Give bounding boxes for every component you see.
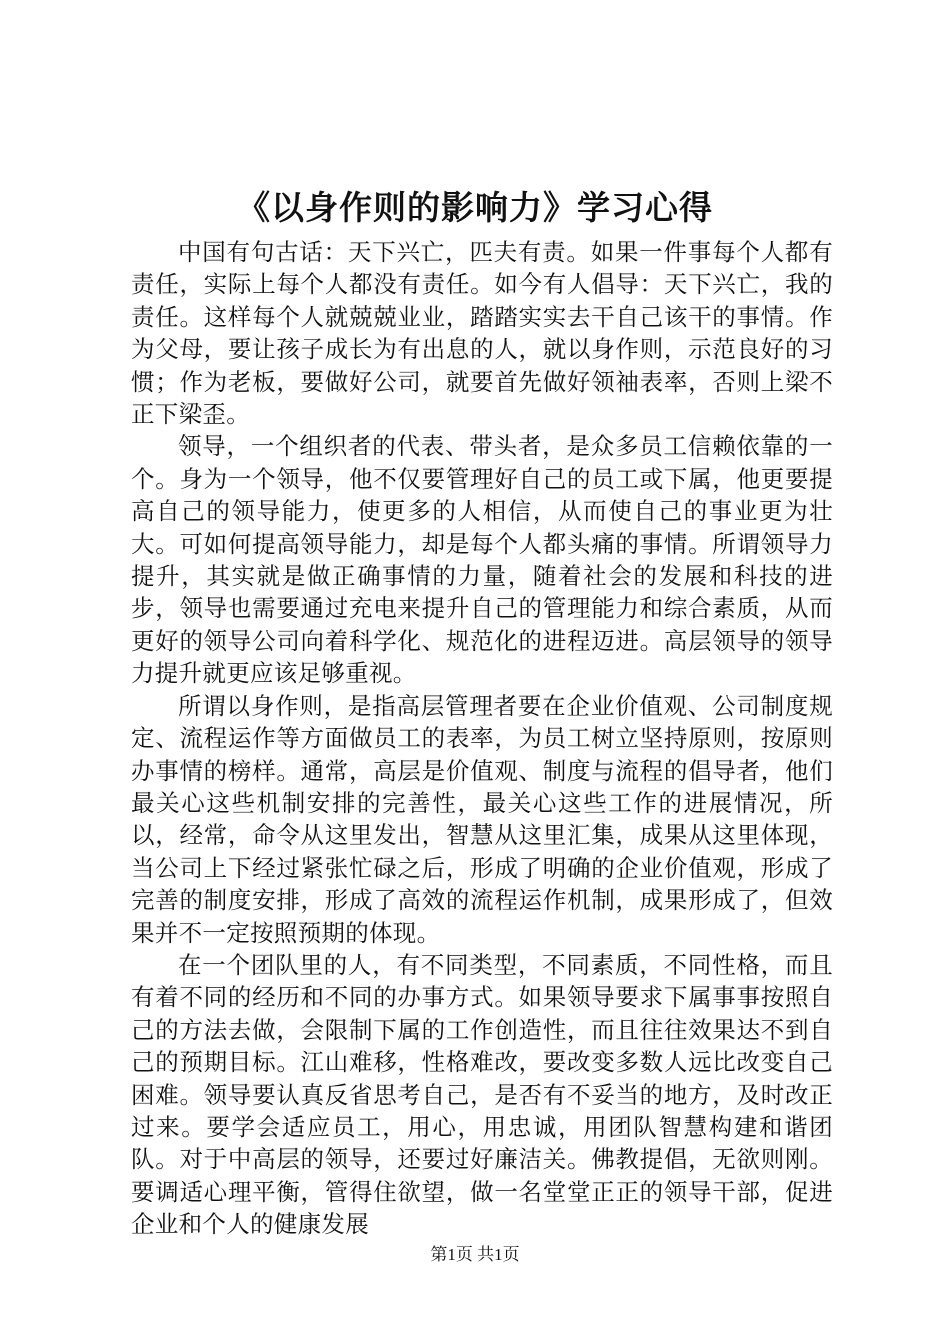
paragraph-2: 领导，一个组织者的代表、带头者，是众多员工信赖依靠的一个。身为一个领导，他不仅要管理好自己的员工或下属，他更要提高自己的领导能力，使更多的人相信，从而使自己的事业更为壮大。可如何提高领导能力，却是每个人都头痛的事情。所谓领导力提升，其实就是做正确事情的力量，随着社会的发展和科技的进步，领导也需要通过充电来提升自己的管理能力和综合素质，从而更好的领导公司向着科学化、规范化的进程迈进。高层领导的领导力提升就更应该足够重视。 (131, 432, 833, 688)
paragraph-3: 所谓以身作则，是指高层管理者要在企业价值观、公司制度规定、流程运作等方面做员工的表率，为员工树立坚持原则，按原则办事情的榜样。通常，高层是价值观、制度与流程的倡导者，他们最关心这些机制安排的完善性，最关心这些工作的进展情况，所以，经常，命令从这里发出，智慧从这里汇集，成果从这里体现，当公司上下经过紧张忙碌之后，形成了明确的企业价值观，形成了完善的制度安排，形成了高效的流程运作机制，成果形成了，但效果并不一定按照预期的体现。 (131, 691, 833, 947)
paragraph-1: 中国有句古话：天下兴亡，匹夫有责。如果一件事每个人都有责任，实际上每个人都没有责任。如今有人倡导：天下兴亡，我的责任。这样每个人就兢兢业业，踏踏实实去干自己该干的事情。作为父母，要让孩子成长为有出息的人，就以身作则，示范良好的习惯；作为老板，要做好公司，就要首先做好领袖表率，否则上梁不正下梁歪。 (131, 238, 833, 429)
paragraph-4: 在一个团队里的人，有不同类型，不同素质，不同性格，而且有着不同的经历和不同的办事方式。如果领导要求下属事事按照自己的方法去做，会限制下属的工作创造性，而且往往效果达不到自己的预期目标。江山难移，性格难改，要改变多数人远比改变自己困难。领导要认真反省思考自己，是否有不妥当的地方，及时改正过来。要学会适应员工，用心，用忠诚，用团队智慧构建和谐团队。对于中高层的领导，还要过好廉洁关。佛教提倡，无欲则刚。要调适心理平衡，管得住欲望，做一名堂堂正正的领导干部，促进企业和个人的健康发展 (131, 950, 833, 1239)
document-body (131, 236, 833, 1241)
page-footer: 第1页 共1页 (430, 1245, 520, 1264)
document-title: 《以身作则的影响力》学习心得 (237, 188, 713, 227)
